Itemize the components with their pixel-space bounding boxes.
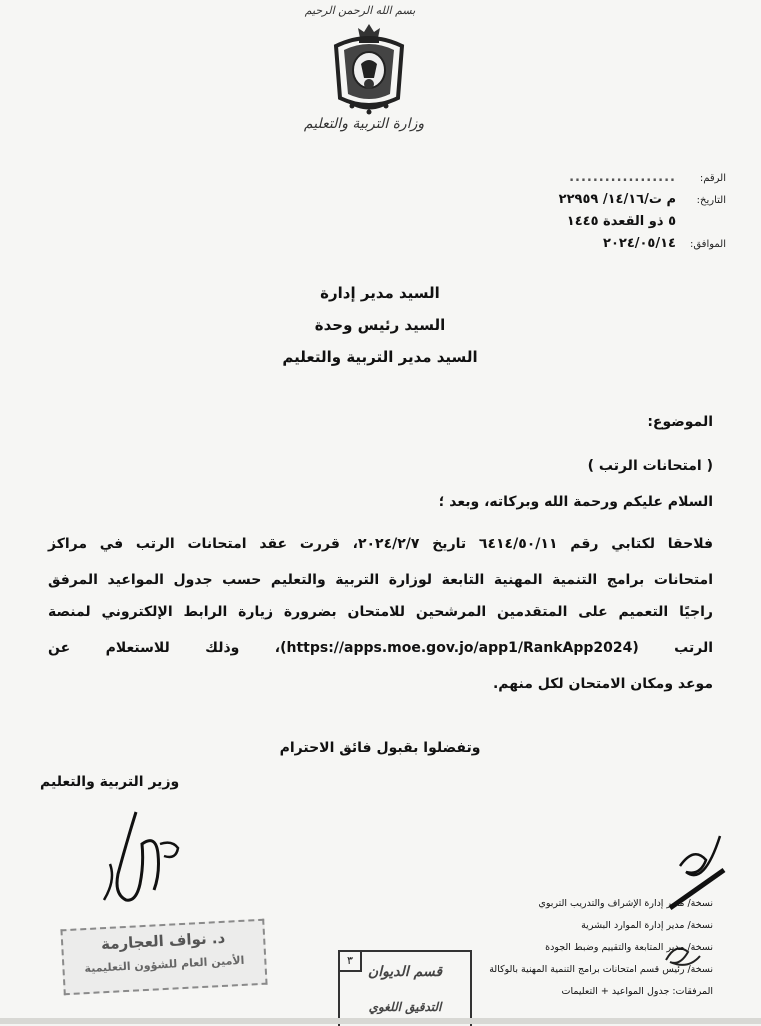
reference-corresponding-label: الموافق:	[689, 239, 726, 250]
addressee-3: السيد مدير التربية والتعليم	[282, 348, 478, 366]
reference-date-row	[530, 192, 726, 214]
bismillah-heading: بسم الله الرحمن الرحيم	[304, 4, 416, 17]
reference-number-row	[530, 170, 726, 192]
reference-number-label: الرقم:	[699, 173, 726, 184]
secretary-general-stamp	[60, 919, 267, 996]
reference-hijri-row	[530, 214, 726, 236]
copy-line-3: نسخة/ مدير المتابعة والتقييم وضبط الجودة	[545, 942, 713, 953]
addressee-1: السيد مدير إدارة	[320, 284, 440, 302]
greeting: السلام عليكم ورحمة الله وبركاته، وبعد ؛	[438, 494, 713, 510]
addressee-2: السيد رئيس وحدة	[314, 316, 446, 334]
reference-number-dots: ..................	[569, 170, 676, 185]
subject-value: ( امتحانات الرتب )	[587, 458, 713, 474]
reference-block	[530, 170, 726, 258]
reference-corresponding-row	[530, 236, 726, 258]
reference-corresponding-value: ٢٠٢٤/٠٥/١٤	[603, 236, 676, 251]
signature-icon	[96, 804, 186, 914]
body-line-1: فلاحقا لكتابي رقم ٦٤١٤/٥٠/١١ تاريخ ٢٠٢٤/٢/٧، قررت عقد امتحانات الرتب في مراكز	[48, 536, 714, 552]
copy-line-4: نسخة/ رئيس قسم امتحانات برامج التنمية المهنية بالوكالة	[489, 964, 713, 975]
closing-line: وتفضلوا بقبول فائق الاحترام	[279, 740, 481, 756]
attachments-line: المرفقات: جدول المواعيد + التعليمات	[561, 986, 713, 997]
copy-line-1: نسخة/ مدير إدارة الإشراف والتدريب التربوي	[538, 898, 713, 909]
subject-label: الموضوع:	[647, 414, 713, 430]
body-line-5: موعد ومكان الامتحان لكل منهم.	[492, 676, 713, 692]
reference-date-label: التاريخ:	[696, 195, 726, 206]
body-line-4: الرتب (https://apps.moe.gov.jo/app1/RankApp2024)، وذلك للاستعلام عن	[48, 640, 714, 656]
reference-date-value: ٥ ذو القعدة ١٤٤٥	[566, 214, 676, 229]
copy-line-2: نسخة/ مدير إدارة الموارد البشرية	[581, 920, 713, 931]
reference-number-value: م ت/١٤/١٦/ ٢٢٩٥٩	[558, 192, 676, 207]
page-bottom-edge	[0, 1018, 761, 1024]
diwan-number: ٣	[338, 950, 362, 972]
diwan-title: قسم الديوان	[367, 964, 443, 980]
ministry-name: وزارة التربية والتعليم	[303, 116, 425, 132]
copies-list	[413, 893, 713, 1003]
stamp-name: د. نواف العجارمة	[100, 928, 226, 954]
signatory-title: وزير التربية والتعليم	[40, 774, 180, 790]
coat-of-arms-icon	[326, 20, 412, 116]
body-line-3: راجيًا التعميم على المتقدمين المرشحين للامتحان بضرورة زيارة الرابط الإلكتروني لمنصة	[48, 604, 713, 620]
stamp-title: الأمين العام للشؤون التعليمية	[84, 953, 245, 976]
diwan-subtitle: التدقيق اللغوي	[368, 1000, 442, 1014]
body-line-2: امتحانات برامج التنمية المهنية التابعة لوزارة التربية والتعليم حسب جدول المواعيد المرفق	[48, 572, 713, 588]
